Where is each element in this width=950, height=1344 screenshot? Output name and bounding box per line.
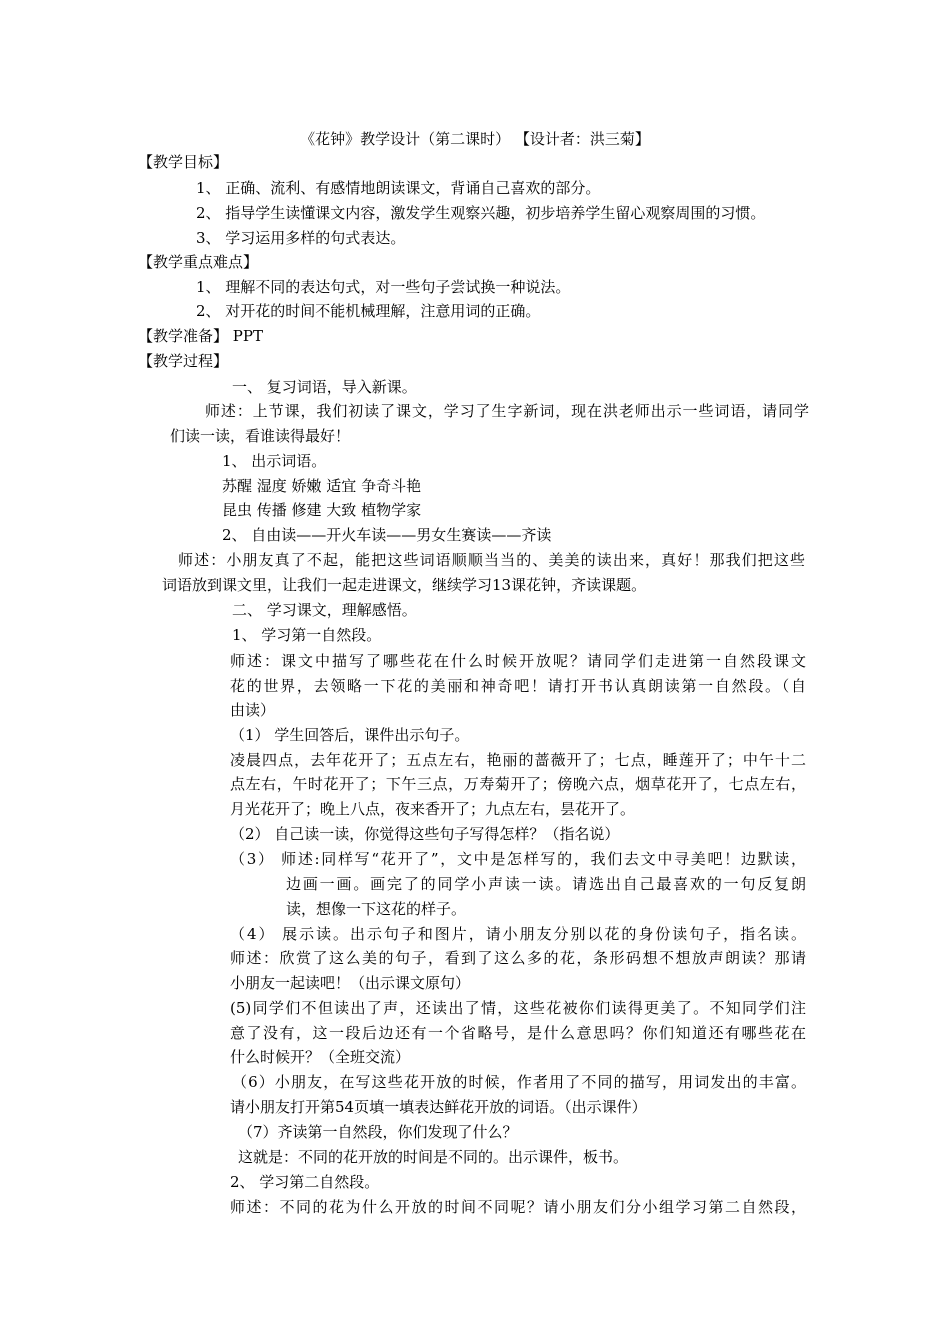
part2-question-line-1: 师述：课文中描写了哪些花在什么时候开放呢？请同学们走进第一自然段课文 xyxy=(230,652,806,670)
part1-praise-line-1: 师述：小朋友真了不起，能把这些词语顺顺当当的、美美的读出来，真好！那我们把这些 xyxy=(178,551,805,569)
goal-item-2: 2、 指导学生读懂课文内容，激发学生观察兴趣，初步培养学生留心观察周围的习惯。 xyxy=(196,204,766,222)
key-point-1: 1、 理解不同的表达句式，对一些句子尝试换一种说法。 xyxy=(196,278,571,296)
text-excerpt-line-3: 月光花开了；晚上八点，夜来香开了；九点左右，昙花开了。 xyxy=(230,800,636,818)
part2-item-5-line-3: 什么时候开？（全班交流） xyxy=(230,1048,411,1066)
text-excerpt-line-1: 凌晨四点，去年花开了；五点左右，艳丽的蔷薇开了；七点，睡莲开了；中午十二 xyxy=(230,751,806,769)
part2-question-line-2: 花的世界，去领略一下花的美丽和神奇吧！请打开书认真朗读第一自然段。（自 xyxy=(230,677,806,695)
part2-step-2: 2、 学习第二自然段。 xyxy=(230,1173,380,1191)
part1-intro-line-2: 们读一读，看谁读得最好！ xyxy=(170,427,351,445)
section-heading-key-points: 【教学重点难点】 xyxy=(138,253,259,271)
part2-item-3-line-2: 边画一画。画完了的同学小声读一读。请选出自己最喜欢的一句反复朗 xyxy=(286,875,806,893)
section-heading-goals: 【教学目标】 xyxy=(138,153,229,171)
part2-step-1: 1、 学习第一自然段。 xyxy=(232,626,382,644)
goal-item-1: 1、 正确、流利、有感情地朗读课文，背诵自己喜欢的部分。 xyxy=(196,179,601,197)
goal-item-3: 3、 学习运用多样的句式表达。 xyxy=(196,229,406,247)
part2-item-3-line-3: 读，想像一下这花的样子。 xyxy=(286,900,467,918)
part1-praise-line-2: 词语放到课文里，让我们一起走进课文，继续学习13课花钟，齐读课题。 xyxy=(162,576,647,594)
part2-item-4: （4） 展示读。出示句子和图片，请小朋友分别以花的身份读句子，指名读。 xyxy=(230,925,806,943)
key-point-2: 2、 对开花的时间不能机械理解，注意用词的正确。 xyxy=(196,302,541,320)
part2-item-5-line-2: 意了没有，这一段后边还有一个省略号，是什么意思吗？你们知道还有哪些花在 xyxy=(230,1024,806,1042)
part2-item-7-answer: 这就是：不同的花开放的时间是不同的。出示课件，板书。 xyxy=(238,1148,629,1166)
part2-item-6-line-2: 请小朋友打开第54页填一填表达鲜花开放的词语。（出示课件） xyxy=(230,1098,647,1116)
part2-item-6-line-1: （6）小朋友，在写这些花开放的时候，作者用了不同的描写，用词发出的丰富。 xyxy=(232,1073,806,1091)
part2-item-1: （1） 学生回答后，课件出示句子。 xyxy=(230,726,470,744)
part2-appreciate-line-1: 师述：欣赏了这么美的句子，看到了这么多的花，条形码想不想放声朗读？那请 xyxy=(230,949,806,967)
part2-appreciate-line-2: 小朋友一起读吧！（出示课文原句） xyxy=(230,974,471,992)
word-list-row-2: 昆虫 传播 修建 大致 植物学家 xyxy=(222,501,422,519)
part1-step-2: 2、 自由读——开火车读——男女生赛读——齐读 xyxy=(222,526,552,544)
part2-item-2: （2） 自己读一读，你觉得这些句子写得怎样？（指名说） xyxy=(230,825,620,843)
part2-item-3-line-1: （3） 师述:同样写“花开了”，文中是怎样写的，我们去文中寻美吧！边默读， xyxy=(230,850,806,868)
part2-item-5-line-1: (5)同学们不但读出了声，还读出了情，这些花被你们读得更美了。不知同学们注 xyxy=(230,999,806,1017)
part1-step-1: 1、 出示词语。 xyxy=(222,452,327,470)
text-excerpt-line-2: 点左右，午时花开了；下午三点，万寿菊开了；傍晚六点，烟草花开了，七点左右， xyxy=(230,775,806,793)
section-heading-process: 【教学过程】 xyxy=(138,352,229,370)
part2-item-7: （7）齐读第一自然段，你们发现了什么？ xyxy=(238,1123,518,1141)
part2-heading: 二、 学习课文，理解感悟。 xyxy=(232,601,417,619)
section-heading-preparation: 【教学准备】 PPT xyxy=(138,327,263,345)
page-title: 《花钟》教学设计（第二课时） 【设计者：洪三菊】 xyxy=(300,130,650,148)
part1-heading: 一、 复习词语，导入新课。 xyxy=(232,378,417,396)
word-list-row-1: 苏醒 湿度 娇嫩 适宜 争奇斗艳 xyxy=(222,477,422,495)
part1-intro-line-1: 师述：上节课，我们初读了课文，学习了生字新词，现在洪老师出示一些词语，请同学 xyxy=(205,402,809,420)
part2-question-line-3: 由读） xyxy=(230,701,276,719)
part2-step-2-question: 师述：不同的花为什么开放的时间不同呢？请小朋友们分小组学习第二自然段， xyxy=(230,1198,806,1216)
